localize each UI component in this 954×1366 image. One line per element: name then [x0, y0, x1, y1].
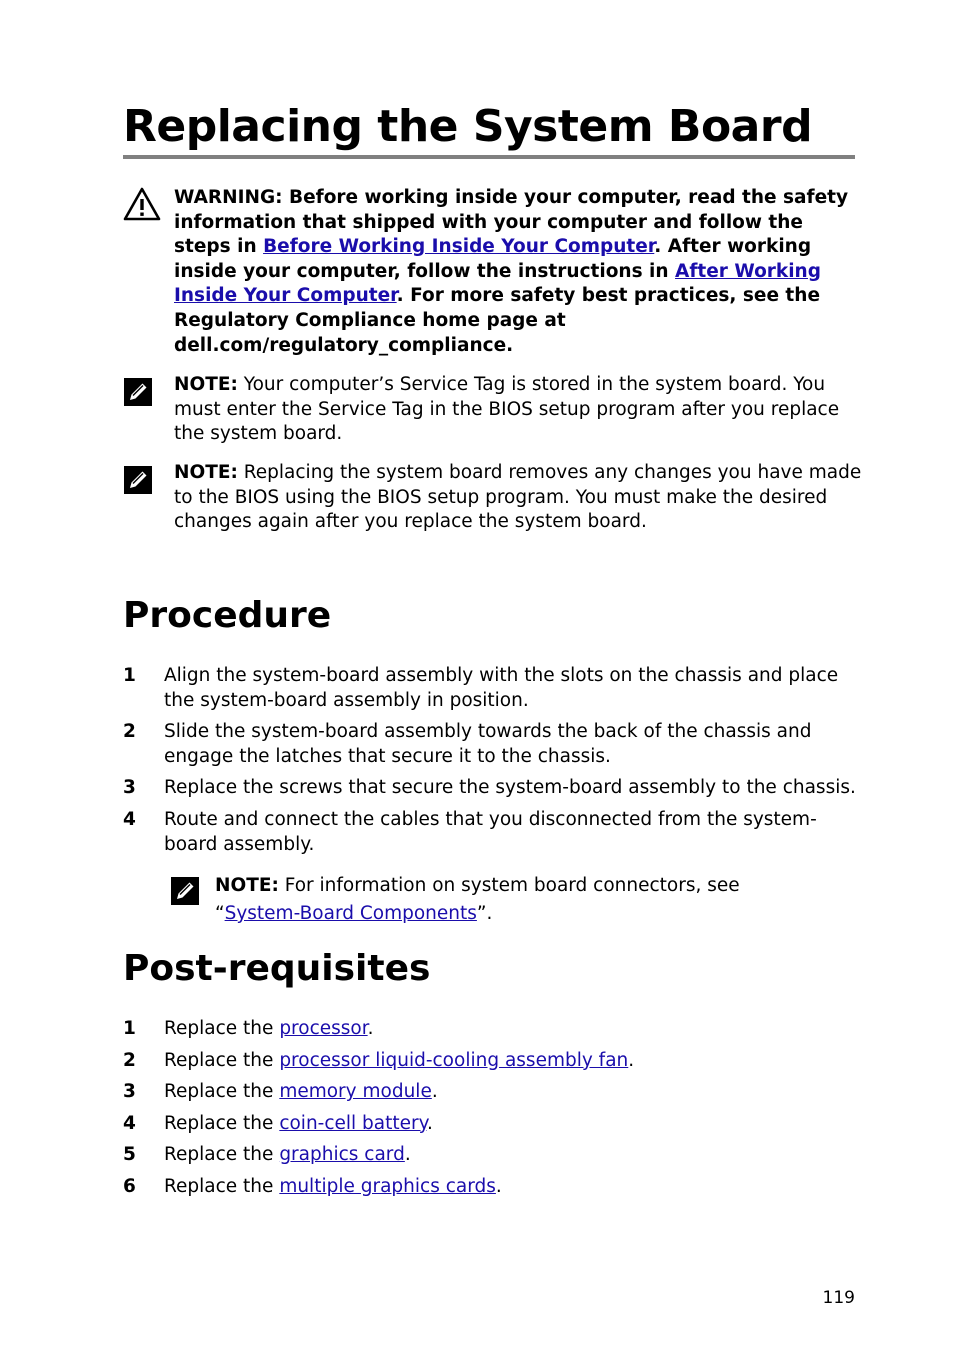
multiple-graphics-cards-link[interactable]: multiple graphics cards	[279, 1175, 496, 1197]
list-item	[123, 720, 863, 769]
memory-module-link[interactable]: memory module	[279, 1081, 432, 1103]
note-text: NOTE: For information on system board connectors, see “System-Board Components”.	[215, 875, 740, 924]
after-working-link[interactable]: After Working Inside Your Computer	[174, 260, 821, 307]
step-text: Replace the graphics card.	[164, 1144, 411, 1166]
note-pencil-icon	[123, 465, 153, 499]
warning-icon	[123, 186, 161, 226]
step-number: 2	[123, 1049, 136, 1071]
list-item	[123, 1017, 863, 1042]
list-item	[123, 776, 863, 801]
post-requisites-steps	[123, 1017, 863, 1200]
step-number: 5	[123, 1144, 136, 1166]
step-number: 1	[123, 665, 136, 686]
step-text: Replace the multiple graphics cards.	[164, 1175, 502, 1197]
processor-link[interactable]: processor	[279, 1018, 368, 1039]
step-number: 3	[123, 1081, 136, 1103]
cooling-fan-link[interactable]: processor liquid-cooling assembly fan	[279, 1049, 629, 1071]
system-board-components-link[interactable]: System-Board Components	[224, 903, 477, 924]
step-number: 3	[123, 777, 136, 799]
list-item	[123, 1143, 863, 1168]
list-item	[123, 808, 863, 857]
step-number: 1	[123, 1018, 136, 1039]
list-item	[123, 664, 863, 713]
list-item	[123, 1049, 863, 1074]
step-text: Route and connect the cables that you disconnected from the system-board assembly.	[164, 808, 817, 855]
step-number: 6	[123, 1175, 136, 1197]
procedure-steps	[123, 664, 863, 857]
step-text: Replace the memory module.	[164, 1081, 438, 1103]
step-text: Align the system-board assembly with the slots on the chassis and place the system-board assembly in position.	[164, 665, 839, 711]
note-pencil-icon	[170, 876, 200, 910]
step-number: 4	[123, 1112, 136, 1134]
coin-cell-battery-link[interactable]: coin-cell battery	[279, 1112, 427, 1134]
before-working-link[interactable]: Before Working Inside Your Computer	[263, 236, 655, 258]
step-number: 2	[123, 721, 136, 743]
note-pencil-icon	[123, 377, 153, 411]
step-text: Slide the system-board assembly towards the back of the chassis and engage the latches that secure it to the chassis.	[164, 721, 812, 767]
note-text: NOTE: Your computer’s Service Tag is stored in the system board. You must enter the Service Tag in the BIOS setup program after you replace the system board.	[174, 374, 840, 445]
step-text: Replace the coin-cell battery.	[164, 1112, 433, 1134]
procedure-heading: Procedure	[123, 595, 332, 636]
step-text: Replace the processor liquid-cooling assembly fan.	[164, 1049, 635, 1071]
graphics-card-link[interactable]: graphics card	[279, 1144, 405, 1166]
list-item	[123, 1112, 863, 1137]
page-number: 119	[822, 1288, 855, 1308]
list-item	[123, 1080, 863, 1105]
title-rule	[123, 155, 855, 159]
note-text: NOTE: Replacing the system board removes any changes you have made to the BIOS using the BIOS setup program. You must make the desired changes again after you replace the system board.	[174, 462, 862, 533]
post-requisites-heading: Post-requisites	[123, 948, 431, 989]
step-text: Replace the screws that secure the system-board assembly to the chassis.	[164, 777, 856, 799]
warning-text: WARNING: Before working inside your computer, read the safety information that shipped with your computer and follow the steps in Before Working Inside Your Computer. After working inside your computer, follow the instructions in After Working Inside Your Computer. For more safety best practices, see the Regulatory Compliance home page at dell.com/regulatory_compliance.	[174, 187, 849, 356]
list-item	[123, 1175, 863, 1200]
step-number: 4	[123, 808, 136, 830]
page-title: Replacing the System Board	[123, 101, 813, 152]
step-text: Replace the processor.	[164, 1018, 374, 1039]
